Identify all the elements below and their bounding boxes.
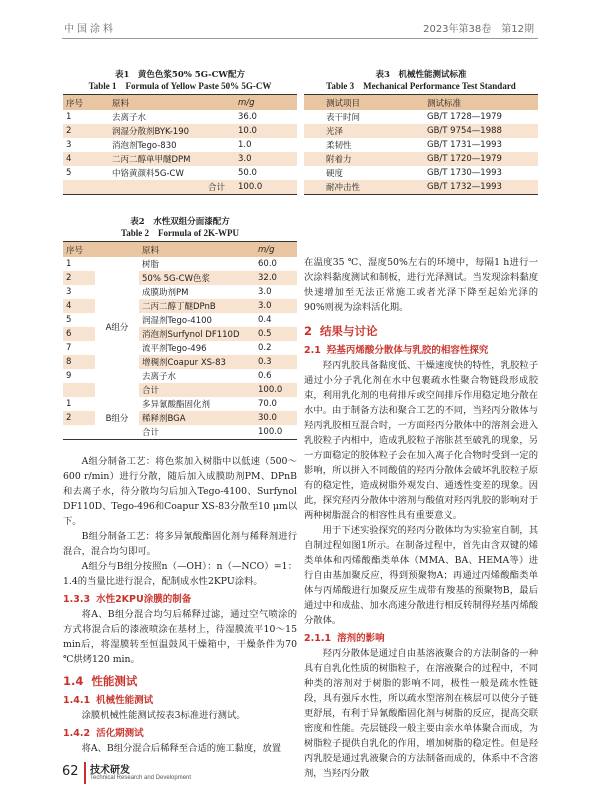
- table-cell: 二丙二醇单甲醚DPM: [109, 152, 235, 166]
- section-number: 1.4.2: [63, 728, 91, 739]
- paragraph: 羟丙分散体是通过自由基溶液聚合的方法制备的一种具有自乳化性质的树脂粒子，在溶液聚合的过程中，不同种类的溶剂对于树脂的影响不同，极性一般是疏水性链段，具有强斥水性，所以疏水型溶剂在核层可以使分子链更舒展，有利于异氰酸酯固化剂与树脂的反应，提高交联密度和性能。壳层链段一般主要由亲水单体聚合而成，为树脂粒子提供自乳化的作用，增加树脂的稳定性。但是羟丙乳胶是通过乳液聚合的方法制备而成的，体系中不含溶剂，当羟丙分散: [304, 648, 538, 779]
- section-number: 2.1: [304, 345, 321, 356]
- table-cell: 增稠剂Coapur XS-83: [139, 355, 255, 369]
- table-cell: 0.3: [255, 355, 297, 369]
- table-header-cell: 测试项目: [304, 95, 424, 111]
- section-title: 机械性能测试: [96, 695, 154, 706]
- paragraph: A组分与B组分按照n（—OH）：n（—NCO）=1：1.4的当量比进行混合，配制成水性2KPU涂料。: [63, 561, 297, 587]
- table-cell: 1: [63, 257, 95, 271]
- page-number: 62: [62, 764, 79, 779]
- table-row: [304, 138, 538, 152]
- table-cell: 1: [63, 397, 95, 411]
- table-header-cell: 序号: [63, 242, 95, 258]
- table-cell: 5: [63, 313, 95, 327]
- table-header-cell: [95, 242, 139, 258]
- table1: [63, 94, 297, 195]
- table-cell: 附着力: [304, 152, 424, 166]
- footer-section-cn: 技术研发: [90, 765, 130, 776]
- table-cell: 3.0: [255, 299, 297, 313]
- table3-caption-en: Table 3 Mechanical Performance Test Standard: [326, 81, 516, 91]
- table-header-cell: 原料: [109, 95, 235, 111]
- table-cell: 4: [63, 299, 95, 313]
- table1-caption-en: Table 1 Formula of Yellow Paste 50% 5G-CW: [88, 81, 272, 91]
- table-cell: 2: [63, 411, 95, 425]
- table-cell: 二丙二醇丁醚DPnB: [139, 299, 255, 313]
- table2-caption-en: Table 2 Formula of 2K-WPU: [121, 228, 239, 238]
- table-cell: 30.0: [255, 411, 297, 425]
- paragraph: 在温度35 ℃、湿度50%左右的环境中，每隔1 h进行一次涂料黏度测试和制板，进行光泽测试。当发现涂料黏度快速增加至无法正常施工或者光泽下降至起始光泽的90%则视为涂料活化期。: [304, 257, 538, 313]
- table-row: [304, 110, 538, 124]
- table2-caption-cn: 表2 水性双组分面漆配方: [130, 217, 230, 227]
- table-row: [304, 166, 538, 180]
- left-column: [63, 48, 297, 756]
- table3: [304, 94, 538, 195]
- table-header-cell: m/g: [255, 242, 297, 258]
- table-cell: 合计: [139, 425, 255, 440]
- table-cell: 0.2: [255, 341, 297, 355]
- table-cell: 0.5: [255, 327, 297, 341]
- paragraph: 将A、B组分混合均匀后稀释过滤，通过空气喷涂的方式将混合后的漆液喷涂在基材上，待湿膜流平10～15 min后，将湿膜转至恒温鼓风干燥箱中，干燥条件为70 ℃烘烤120 min。: [63, 609, 297, 665]
- section-title: 活化期测试: [96, 728, 144, 739]
- table-row: [63, 166, 297, 180]
- table-cell: 润湿剂Tego-4100: [139, 313, 255, 327]
- section-title: 羟基丙烯酸分散体与乳胶的相容性探究: [326, 345, 489, 356]
- table-row: [304, 152, 538, 166]
- table-row: [63, 110, 297, 124]
- table-cell: 柔韧性: [304, 138, 424, 152]
- table-cell: 0.4: [255, 313, 297, 327]
- section-heading: [63, 673, 297, 689]
- table-cell: 合计: [109, 180, 235, 195]
- table-cell: GB/T 1732—1993: [424, 180, 538, 195]
- section-title: 性能测试: [91, 674, 138, 688]
- section-title: 溶剂的影响: [337, 633, 385, 644]
- table3-caption-cn: 表3 机械性能测试标准: [375, 70, 467, 80]
- paragraph: 用于下述实验探究的羟丙分散体均为实验室自制，其自制过程如图1所示。在制备过程中，首先由含双键的烯类单体和丙烯酸酯类单体（MMA、BA、HEMA等）进行自由基加聚反应，得到预聚物A；再通过丙烯酸酯类单体与丙烯酸进行加聚反应生成带有羧基的预聚物B，最后通过中和成盐、加水高速分散进行相反转制得羟基丙烯酸分散体。: [304, 525, 538, 626]
- table-cell: 3: [63, 285, 95, 299]
- header-divider: [62, 38, 538, 39]
- table-cell: 多异氰酸酯固化剂: [139, 397, 255, 411]
- table-cell: 100.0: [235, 180, 297, 195]
- footer-section-en: Technical Research and Development: [90, 775, 192, 781]
- issue-info: 2023年第38卷 第12期: [423, 24, 534, 35]
- table-cell: 润湿分散剂BYK-190: [109, 124, 235, 138]
- table-cell: 表干时间: [304, 110, 424, 124]
- table-cell: 1.0: [235, 138, 297, 152]
- table-row: [63, 138, 297, 152]
- paragraph: 涂膜机械性能测试按表3标准进行测试。: [81, 710, 246, 721]
- table-cell: 6: [63, 327, 95, 341]
- section-heading: [63, 591, 297, 605]
- table-cell: 70.0: [255, 397, 297, 411]
- section-heading: [304, 630, 538, 644]
- section-number: 1.4.1: [63, 695, 91, 706]
- table-row: [304, 180, 538, 195]
- table-cell: 去离子水: [109, 110, 235, 124]
- section-heading: [304, 323, 538, 339]
- table-cell: GB/T 1731—1993: [424, 138, 538, 152]
- table-cell: 4: [63, 152, 109, 166]
- section-title: 水性2KPU涂膜的制备: [96, 594, 192, 605]
- table-cell: 9: [63, 369, 95, 383]
- paragraph: 将A、B组分混合后稀释至合适的施工黏度，放置: [81, 743, 282, 754]
- section-heading: [63, 692, 297, 706]
- table-cell: 消泡剂Tego-830: [109, 138, 235, 152]
- table-cell: 树脂: [139, 257, 255, 271]
- table-cell: 硬度: [304, 166, 424, 180]
- table-cell: 光泽: [304, 124, 424, 138]
- table-cell: 流平剂Tego-496: [139, 341, 255, 355]
- section-number: 2: [304, 324, 313, 338]
- table-row: [63, 180, 297, 195]
- paragraph: B组分制备工艺：将多异氰酸酯固化剂与稀释剂进行混合，混合均匀即可。: [63, 531, 297, 557]
- group-b-label: B组分: [95, 397, 139, 440]
- section-number: 2.1.1: [304, 633, 332, 644]
- table-cell: 成膜助剂PM: [139, 285, 255, 299]
- footer-accent-bar: [84, 762, 86, 784]
- table-cell: 50% 5G-CW色浆: [139, 271, 255, 285]
- group-a-label: A组分: [95, 257, 139, 397]
- table-cell: 耐冲击性: [304, 180, 424, 195]
- table-cell: 7: [63, 341, 95, 355]
- table-cell: GB/T 9754—1988: [424, 124, 538, 138]
- table-cell: 0.6: [255, 369, 297, 383]
- table-cell: 中铬黄颜料5G-CW: [109, 166, 235, 180]
- right-column: [304, 48, 538, 781]
- table-cell: 消泡剂Surfynol DF110D: [139, 327, 255, 341]
- section-number: 1.3.3: [63, 594, 91, 605]
- table-header-cell: 测试标准: [424, 95, 538, 111]
- table-cell: GB/T 1730—1993: [424, 166, 538, 180]
- section-heading: [304, 342, 538, 356]
- table-cell: 稀释剂BGA: [139, 411, 255, 425]
- table-cell: 去离子水: [139, 369, 255, 383]
- section-number: 1.4: [63, 674, 84, 688]
- table-row: [63, 257, 297, 271]
- table-cell: 100.0: [255, 383, 297, 397]
- table-cell: 1: [63, 110, 109, 124]
- table-cell: 3.0: [235, 152, 297, 166]
- table-row: [63, 152, 297, 166]
- paragraph: 羟丙乳胶具备黏度低、干燥速度快的特性，乳胶粒子通过小分子乳化剂在水中包裹疏水性聚合物链段形成胶束，利用乳化剂的电荷排斥或空间排斥作用稳定地分散在水中。由于制备方法和聚合工艺的不同，当羟丙分散体与羟丙乳胶相互混合时，一方面羟丙分散体中的溶剂会进入乳胶粒子内相中，造成乳胶粒子溶胀甚至破乳的现象，另一方面稳定的胶体粒子会在加入离子化合物时受到一定的影响，所以拼入不同酸值的羟丙分散体会破坏乳胶粒子原有的稳定性，造成树脂外观发白、通透性变差的现象。因此，探究羟丙分散体中溶剂与酸值对羟丙乳胶的影响对于两种树脂混合的相容性具有重要意义。: [304, 360, 538, 521]
- table-cell: 3: [63, 138, 109, 152]
- table2: [63, 241, 297, 440]
- table-cell: GB/T 1728—1979: [424, 110, 538, 124]
- table1-caption-cn: 表1 黄色色浆50% 5G-CW配方: [115, 70, 245, 80]
- table-cell: 2: [63, 124, 109, 138]
- table-header-cell: 原料: [139, 242, 255, 258]
- table-header-cell: m/g: [235, 95, 297, 111]
- table-cell: GB/T 1720—1979: [424, 152, 538, 166]
- paragraph: A组分制备工艺：将色浆加入树脂中以低速（500～600 r/min）进行分散，随后加入成膜助剂PM、DPnB和去离子水，待分散均匀后加入Tego-4100、Surfynol DF110D、Tego-496和Coapur XS-83分散至10 μm以下。: [63, 456, 297, 527]
- table-row: [63, 124, 297, 138]
- table-cell: 合计: [139, 383, 255, 397]
- table-cell: 8: [63, 355, 95, 369]
- table-row: [304, 124, 538, 138]
- table-cell: 36.0: [235, 110, 297, 124]
- table-cell: 10.0: [235, 124, 297, 138]
- table-cell: 5: [63, 166, 109, 180]
- table-cell: 50.0: [235, 166, 297, 180]
- section-heading: [63, 725, 297, 739]
- table-header-cell: 序号: [63, 95, 109, 111]
- page-footer: [62, 760, 262, 790]
- table-cell: 100.0: [255, 425, 297, 440]
- section-title: 结果与讨论: [320, 324, 378, 338]
- table-row: [63, 397, 297, 411]
- page-header: [0, 0, 600, 46]
- table-cell: 32.0: [255, 271, 297, 285]
- table-cell: 3.0: [255, 285, 297, 299]
- table-cell: 60.0: [255, 257, 297, 271]
- table-cell: 2: [63, 271, 95, 285]
- journal-name: 中国涂料: [64, 24, 116, 35]
